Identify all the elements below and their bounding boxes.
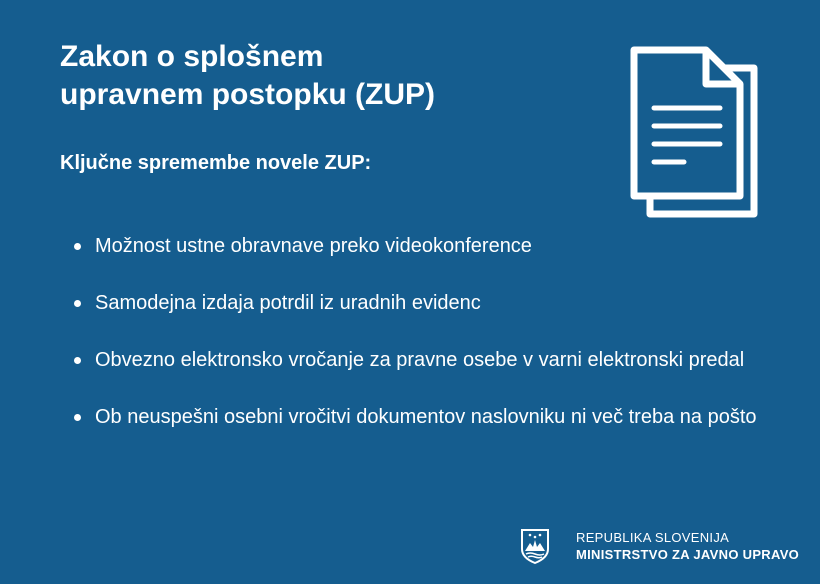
list-item	[60, 289, 760, 318]
title-line-2: upravnem postopku (ZUP)	[60, 78, 436, 111]
slovenia-crest-icon	[520, 527, 550, 565]
footer-republic: REPUBLIKA SLOVENIJA	[576, 530, 730, 545]
list-item	[60, 346, 760, 375]
list-item	[60, 403, 760, 432]
list-item	[60, 232, 760, 261]
change-list	[60, 232, 760, 460]
list-item-text: Ob neuspešni osebni vročitvi dokumentov naslovniku ni več treba na pošto	[95, 406, 757, 428]
list-item-text: Možnost ustne obravnave preko videokonference	[95, 235, 532, 257]
bullet-icon	[74, 243, 81, 250]
bullet-icon	[74, 357, 81, 364]
bullet-icon	[74, 414, 81, 421]
list-item-text: Samodejna izdaja potrdil iz uradnih evidenc	[95, 292, 481, 314]
document-icon	[628, 44, 768, 220]
footer-logo	[520, 524, 799, 568]
list-item-text: Obvezno elektronsko vročanje za pravne osebe v varni elektronski predal	[95, 349, 745, 371]
subtitle: Ključne spremembe novele ZUP:	[60, 152, 372, 174]
title-line-1: Zakon o splošnem	[60, 40, 324, 73]
footer-ministry: MINISTRSTVO ZA JAVNO UPRAVO	[576, 547, 800, 562]
page-title	[60, 38, 580, 114]
bullet-icon	[74, 300, 81, 307]
